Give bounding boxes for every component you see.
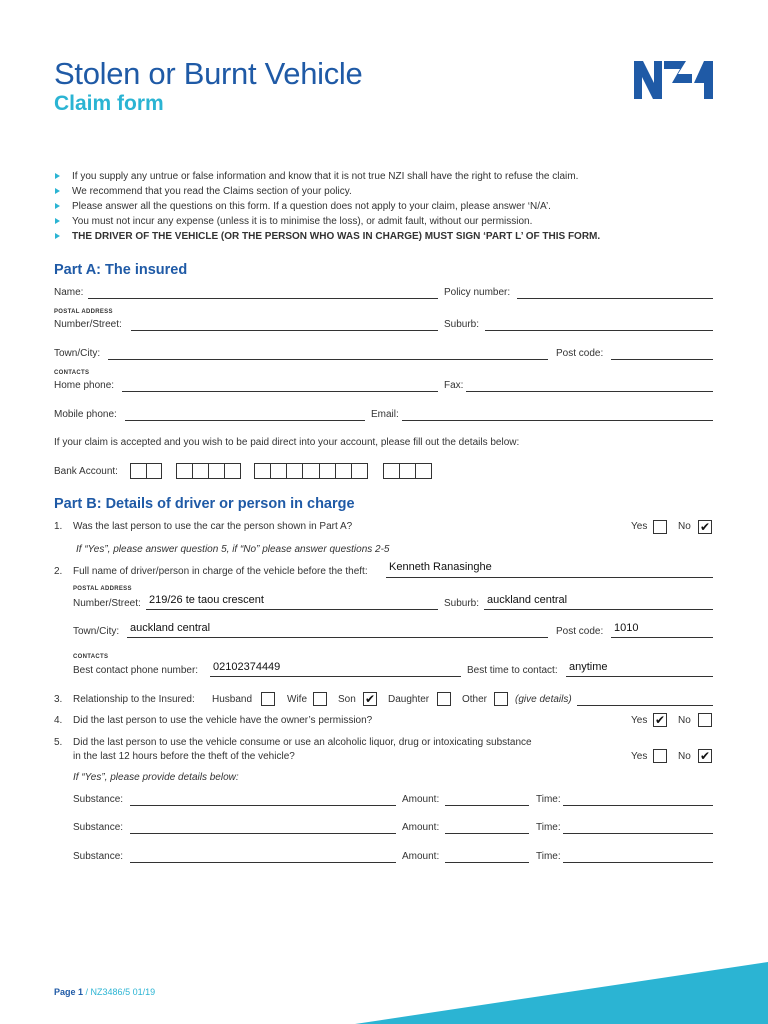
q5-no-label: No	[678, 751, 691, 762]
name-label: Name:	[54, 287, 84, 298]
q5-number: 5.	[54, 737, 63, 748]
other-label: Other	[462, 694, 488, 705]
amount-label: Amount:	[402, 794, 440, 805]
best-time-value: anytime	[569, 661, 608, 673]
driver-contacts-caption: CONTACTS	[73, 654, 109, 660]
form-title: Stolen or Burnt Vehicle	[54, 56, 363, 91]
policy-label: Policy number:	[444, 287, 511, 298]
bullet-item: If you supply any untrue or false information and know that it is not true NZI shall have the right to refuse the claim.	[55, 169, 735, 184]
form-code: NZ3486/5 01/19	[90, 987, 156, 997]
home-phone-label: Home phone:	[54, 380, 115, 391]
q2-number: 2.	[54, 566, 63, 577]
q4-yes-label: Yes	[631, 715, 648, 726]
time-label: Time:	[536, 794, 561, 805]
bank-label: Bank Account:	[54, 466, 118, 477]
postal-address-caption: POSTAL ADDRESS	[54, 309, 113, 315]
q5-yes-label: Yes	[631, 751, 648, 762]
q3-text: Relationship to the Insured:	[73, 694, 195, 705]
driver-town-value: auckland central	[130, 622, 211, 634]
suburb-label: Suburb:	[444, 319, 480, 330]
q1-yes-label: Yes	[631, 521, 648, 532]
page-number: Page 1	[54, 987, 84, 997]
driver-street-label: Number/Street:	[73, 598, 141, 609]
driver-town-label: Town/City:	[73, 626, 120, 637]
wife-label: Wife	[287, 694, 307, 705]
q5-text-line1: Did the last person to use the vehicle consume or use an alcoholic liquor, drug or intoxicating substance	[73, 737, 532, 748]
q4-no-label: No	[678, 715, 691, 726]
driver-name-value: Kenneth Ranasinghe	[389, 561, 492, 573]
substance-label: Substance:	[73, 822, 124, 833]
q4-text: Did the last person to use the vehicle have the owner’s permission?	[73, 715, 373, 726]
q5-note: If “Yes”, please provide details below:	[73, 772, 239, 783]
contacts-caption: CONTACTS	[54, 370, 90, 376]
q1-no-checkbox[interactable]: ✔	[699, 520, 711, 534]
driver-street-value: 219/26 te taou crescent	[149, 594, 264, 606]
substance-label: Substance:	[73, 851, 124, 862]
husband-label: Husband	[212, 694, 253, 705]
give-details-label: (give details)	[515, 694, 572, 705]
q1-number: 1.	[54, 521, 63, 532]
time-label: Time:	[536, 851, 561, 862]
postcode-label: Post code:	[556, 348, 604, 359]
street-label: Number/Street:	[54, 319, 122, 330]
driver-postal-caption: POSTAL ADDRESS	[73, 586, 132, 592]
q4-number: 4.	[54, 715, 63, 726]
form-subtitle: Claim form	[54, 92, 164, 115]
fax-label: Fax:	[444, 380, 464, 391]
q1-note: If “Yes”, please answer question 5, if “No” please answer questions 2-5	[76, 544, 390, 555]
q3-number: 3.	[54, 694, 63, 705]
town-label: Town/City:	[54, 348, 101, 359]
email-label: Email:	[371, 409, 399, 420]
q2-text: Full name of driver/person in charge of the vehicle before the theft:	[73, 566, 368, 577]
son-label: Son	[338, 694, 356, 705]
time-label: Time:	[536, 822, 561, 833]
footer-separator: /	[83, 987, 91, 997]
q1-text: Was the last person to use the car the person shown in Part A?	[73, 521, 353, 532]
amount-label: Amount:	[402, 822, 440, 833]
q4-yes-checkbox[interactable]: ✔	[654, 713, 666, 727]
bullet-item: We recommend that you read the Claims section of your policy.	[55, 184, 735, 199]
son-checkbox[interactable]: ✔	[364, 692, 376, 706]
bullet-item: You must not incur any expense (unless it is to minimise the loss), or admit fault, without our permission.	[55, 214, 735, 229]
q5-text-line2: in the last 12 hours before the theft of the vehicle?	[73, 751, 295, 762]
driver-postcode-label: Post code:	[556, 626, 604, 637]
driver-suburb-value: auckland central	[487, 594, 568, 606]
bullet-item: THE DRIVER OF THE VEHICLE (OR THE PERSON WHO WAS IN CHARGE) MUST SIGN ‘PART L’ OF THIS FORM.	[55, 229, 735, 244]
mobile-label: Mobile phone:	[54, 409, 117, 420]
driver-phone-value: 02102374449	[213, 661, 281, 673]
part-a-heading: Part A: The insured	[54, 262, 188, 278]
bullet-item: Please answer all the questions on this form. If a question does not apply to your claim, please answer ‘N/A’.	[55, 199, 735, 214]
bank-note: If your claim is accepted and you wish to be paid direct into your account, please fill out the details below:	[54, 437, 520, 448]
substance-label: Substance:	[73, 794, 124, 805]
daughter-label: Daughter	[388, 694, 430, 705]
q5-no-checkbox[interactable]: ✔	[699, 749, 711, 763]
best-time-label: Best time to contact:	[467, 665, 558, 676]
q1-no-label: No	[678, 521, 691, 532]
part-b-heading: Part B: Details of driver or person in charge	[54, 496, 355, 512]
amount-label: Amount:	[402, 851, 440, 862]
driver-postcode-value: 1010	[614, 622, 639, 634]
driver-phone-label: Best contact phone number:	[73, 665, 199, 676]
driver-suburb-label: Suburb:	[444, 598, 480, 609]
